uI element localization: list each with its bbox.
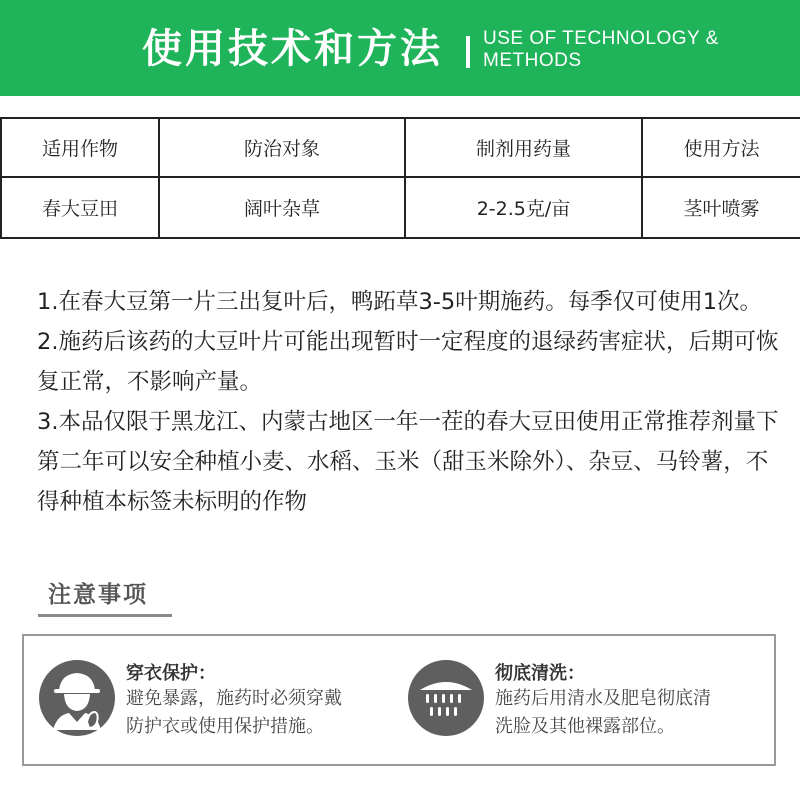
header-banner (0, 0, 800, 96)
cell-method: 茎叶喷雾 (642, 177, 800, 238)
page-title: 使用技术和方法 (142, 26, 443, 72)
caution-heading: 注意事项 (48, 582, 148, 608)
washing-title: 彻底清洗： (495, 663, 585, 684)
header-cell-crop: 适用作物 (1, 118, 159, 177)
washing-desc-line-2: 洗脸及其他裸露部位。 (495, 716, 675, 737)
usage-notes (37, 282, 782, 522)
protective-worker-icon (39, 660, 115, 736)
protection-title: 穿衣保护： (126, 663, 216, 684)
title-divider (466, 36, 470, 68)
protection-desc-line-2: 防护衣或使用保护措施。 (126, 716, 324, 737)
note-item: 3.本品仅限于黑龙江、内蒙古地区一年一茬的春大豆田使用正常推荐剂量下第二年可以安全种植小麦、水稻、玉米（甜玉米除外）、杂豆、马铃薯，不得种植本标签未标明的作物 (37, 409, 779, 515)
subtitle-line-1: USE OF TECHNOLOGY & (483, 28, 719, 49)
note-item: 1.在春大豆第一片三出复叶后，鸭跖草3-5叶期施药。每季仅可使用1次。 (37, 289, 763, 315)
header-cell-dosage: 制剂用药量 (405, 118, 642, 177)
table-header-row (1, 118, 800, 177)
subtitle-line-2: METHODS (483, 50, 582, 71)
washing-desc (495, 685, 711, 741)
note-item: 2.施药后该药的大豆叶片可能出现暂时一定程度的退绿药害症状，后期可恢复正常，不影响产量。 (37, 329, 779, 395)
cell-crop: 春大豆田 (1, 177, 159, 238)
shower-icon (408, 660, 484, 736)
caution-box (22, 634, 776, 766)
header-cell-method: 使用方法 (642, 118, 800, 177)
cell-target: 阔叶杂草 (159, 177, 405, 238)
washing-desc-line-1: 施药后用清水及肥皂彻底清 (495, 688, 711, 709)
usage-table (0, 117, 800, 239)
cell-dosage: 2-2.5克/亩 (405, 177, 642, 238)
page-subtitle (483, 28, 719, 72)
protection-desc (126, 685, 342, 741)
caution-underline (38, 614, 172, 617)
table-row (1, 177, 800, 238)
protection-desc-line-1: 避免暴露，施药时必须穿戴 (126, 688, 342, 709)
header-cell-target: 防治对象 (159, 118, 405, 177)
